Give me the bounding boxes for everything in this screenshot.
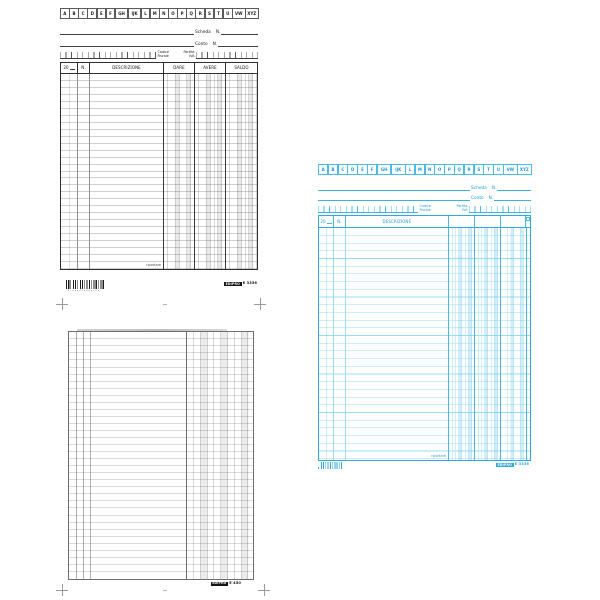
col-header-amount-2 (475, 216, 501, 227)
scheda-n-label: N. (215, 29, 221, 35)
conto-n-label: N. (488, 195, 494, 201)
alphabet-tab: A (60, 8, 70, 19)
alphabet-tab: U (223, 8, 233, 19)
grid-line (90, 332, 91, 579)
conto-line (318, 192, 531, 201)
alphabet-tab: C (78, 8, 88, 19)
alphabet-tab: S (205, 8, 215, 19)
alphabet-tab: D (347, 164, 357, 175)
partita-iva-label: Partita IVA (456, 204, 468, 213)
descrizione-column (90, 74, 164, 269)
alphabet-tab: R (195, 8, 205, 19)
year-column (319, 228, 334, 460)
registration-dash (163, 304, 167, 305)
year-column (61, 74, 78, 269)
product-code: E 3336 (242, 281, 257, 286)
partita-iva-label: Partita IVA (183, 50, 195, 59)
writein-rule (221, 33, 258, 35)
col-header-descrizione: DESCRIZIONE (90, 63, 164, 73)
ledger-grid (319, 228, 530, 460)
col-header-descrizione: DESCRIZIONE (346, 216, 449, 227)
scheda-line (318, 181, 531, 191)
scheda-label: Scheda (195, 29, 211, 35)
amount-columns-region (186, 332, 253, 579)
alphabet-tab: L (405, 164, 415, 175)
writein-rule (218, 45, 258, 47)
ledger-card-blue (318, 164, 531, 474)
codice-fiscale-label: Codice Fiscale (157, 50, 169, 59)
alphabet-tab: M (415, 164, 425, 175)
tax-code-row (318, 204, 531, 213)
num-column (334, 228, 346, 460)
tax-code-row (60, 50, 258, 59)
col-header-edge (526, 216, 530, 227)
writein-rule (318, 199, 470, 201)
ledger-table (60, 62, 258, 270)
riportare-note: riportare (146, 263, 161, 268)
alphabet-tab: Q (186, 8, 196, 19)
product-code: E 450 (229, 580, 241, 585)
alphabet-tab: IJK (128, 8, 142, 19)
col-header-year: 20 (61, 63, 78, 73)
codice-fiscale-comb (60, 52, 156, 60)
edipro-logo: EDIPRO (497, 462, 512, 467)
alphabet-tab: O (168, 8, 178, 19)
alphabet-tab: N (425, 164, 435, 175)
num-column (78, 74, 90, 269)
alphabet-tab: M (150, 8, 160, 19)
partita-iva-comb (196, 52, 258, 60)
col-header-num: N. (78, 63, 90, 73)
alphabet-tab: L (141, 8, 151, 19)
year-underline (70, 66, 75, 70)
conto-label: Conto (471, 195, 484, 201)
scheda-label: Scheda (471, 185, 487, 191)
alphabet-tab: A (318, 164, 328, 175)
alphabet-tab: XYZ (245, 8, 259, 19)
writein-rule (497, 189, 531, 191)
amount-column-3 (501, 228, 527, 460)
alphabet-tab: C (338, 164, 348, 175)
alphabet-tab: P (444, 164, 454, 175)
registration-cross (56, 298, 68, 310)
scheda-line (60, 25, 258, 35)
alphabet-tab: F (367, 164, 377, 175)
col-header-amount-3 (501, 216, 526, 227)
codice-fiscale-comb (318, 206, 418, 214)
avere-column (195, 74, 226, 269)
alphabet-tab: B (328, 164, 338, 175)
conto-n-label: N. (212, 41, 218, 47)
alphabet-tab: Q (454, 164, 464, 175)
alphabet-tab: P (177, 8, 187, 19)
alphabet-tab: T (483, 164, 493, 175)
alphabet-index (318, 164, 531, 175)
print-dot (318, 467, 319, 469)
registration-cross (56, 584, 68, 596)
table-header (61, 63, 257, 74)
writein-rule (60, 45, 194, 47)
ledger-card-front (60, 8, 258, 300)
riportare-note: riportare (431, 454, 446, 459)
alphabet-tab: U (493, 164, 503, 175)
col-header-amount-1 (449, 216, 475, 227)
alphabet-tab: O (434, 164, 444, 175)
alphabet-tab: F (106, 8, 116, 19)
col-header-dare: DARE (164, 63, 195, 73)
table-header (319, 216, 530, 228)
writein-rule (494, 199, 531, 201)
registration-dash (163, 590, 167, 591)
alphabet-tab: IJK (391, 164, 406, 175)
alphabet-tab: D (87, 8, 97, 19)
alphabet-tab: GH (115, 8, 129, 19)
grid-line (83, 332, 84, 579)
corner-mark-icon (526, 217, 530, 221)
edipro-logo: EDIPRO (212, 581, 227, 586)
edipro-logo: EDIPRO (225, 281, 240, 286)
descrizione-column (346, 228, 449, 460)
writein-rule (318, 189, 470, 191)
brand-mark (211, 582, 241, 586)
alphabet-tab: VW (503, 164, 518, 175)
saldo-column (226, 74, 257, 269)
alphabet-tab: VW (232, 8, 246, 19)
alphabet-tab: S (474, 164, 484, 175)
grid-line (76, 332, 77, 579)
amount-column-1 (449, 228, 475, 460)
scheda-n-label: N. (491, 185, 497, 191)
alphabet-tab: N (159, 8, 169, 19)
alphabet-index (60, 8, 258, 19)
col-header-saldo: SALDO (234, 65, 249, 70)
writein-rule (60, 33, 194, 35)
barcode-icon (66, 280, 104, 291)
scan-shadow (77, 329, 227, 331)
alphabet-tab: T (214, 8, 224, 19)
ledger-card-back (68, 331, 254, 586)
product-code: E 3336 (514, 462, 529, 467)
brand-mark (224, 282, 257, 286)
brand-mark (496, 463, 529, 467)
year-underline (327, 220, 332, 224)
barcode-digits (68, 290, 99, 292)
codice-fiscale-label: Codice Fiscale (419, 204, 431, 213)
barcode-icon (321, 462, 343, 469)
edge-column (527, 228, 530, 460)
registration-cross (258, 584, 270, 596)
ledger-table (318, 215, 531, 461)
ledger-grid (61, 74, 257, 269)
alphabet-tab: E (97, 8, 107, 19)
alphabet-tab: B (69, 8, 79, 19)
conto-line (60, 37, 258, 47)
alphabet-tab: XYZ (517, 164, 532, 175)
col-header-avere: AVERE (195, 63, 226, 73)
alphabet-tab: R (464, 164, 474, 175)
col-header-num: N. (334, 216, 346, 227)
registration-cross (254, 298, 266, 310)
col-header-year: 20 (319, 216, 334, 227)
amount-column-2 (475, 228, 501, 460)
alphabet-tab: E (357, 164, 367, 175)
conto-label: Conto (195, 41, 208, 47)
dare-column (164, 74, 195, 269)
partita-iva-comb (469, 206, 531, 214)
alphabet-tab: GH (377, 164, 392, 175)
